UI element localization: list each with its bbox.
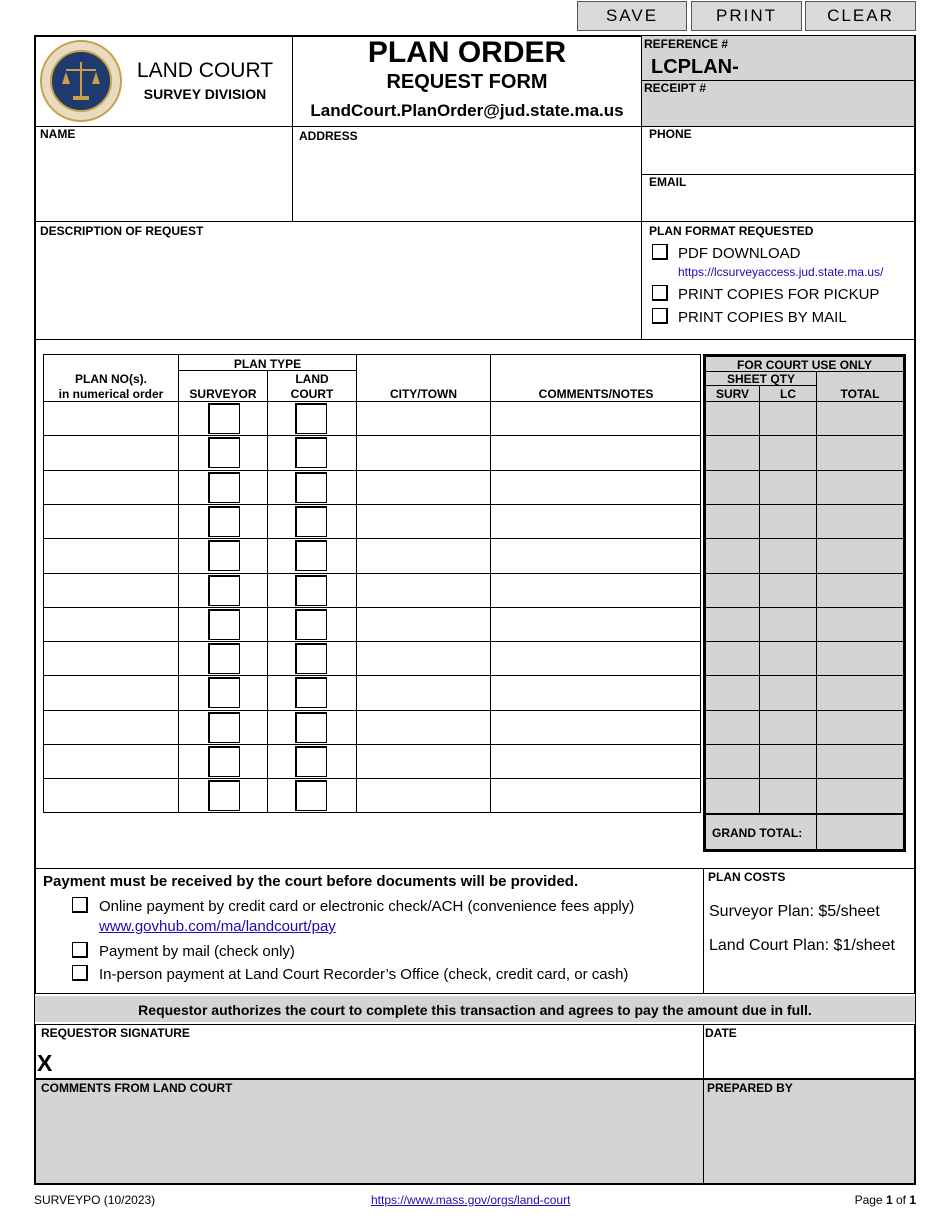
plan-number-cell[interactable]	[44, 642, 178, 675]
lc-header: LC	[780, 387, 796, 401]
comments-cell[interactable]	[491, 676, 701, 710]
comments-cell[interactable]	[491, 745, 701, 778]
receipt-field[interactable]	[642, 81, 914, 126]
land-court-checkbox[interactable]	[295, 643, 327, 674]
city-town-cell[interactable]	[357, 574, 490, 607]
court-use-header: FOR COURT USE ONLY	[737, 358, 872, 372]
land-court-checkbox[interactable]	[295, 403, 327, 434]
page-prefix: Page	[854, 1193, 886, 1207]
page-mid: of	[892, 1193, 910, 1207]
surv-qty-cell[interactable]	[706, 711, 759, 744]
reference-field[interactable]	[642, 36, 914, 81]
page-subtitle: REQUEST FORM	[386, 71, 548, 93]
surveyor-checkbox[interactable]	[208, 609, 240, 640]
land-court-checkbox[interactable]	[295, 677, 327, 708]
plan-number-cell[interactable]	[44, 436, 178, 470]
total-cell[interactable]	[817, 402, 903, 435]
email-field[interactable]	[642, 175, 914, 221]
plan-no-header: PLAN NO(s).	[75, 372, 147, 386]
total-cell[interactable]	[817, 574, 903, 607]
surveyor-cost: Surveyor Plan: $5/sheet	[709, 903, 880, 920]
name-field[interactable]	[35, 127, 292, 221]
surv-header: SURV	[715, 387, 750, 401]
land-court-cost: Land Court Plan: $1/sheet	[709, 937, 895, 954]
surv-qty-cell[interactable]	[706, 779, 759, 813]
surv-qty-cell[interactable]	[706, 676, 759, 710]
surveyor-checkbox[interactable]	[208, 472, 240, 503]
page-title: PLAN ORDER	[367, 36, 567, 69]
comments-cell[interactable]	[491, 779, 701, 813]
lc-qty-cell[interactable]	[760, 471, 816, 504]
city-town-cell[interactable]	[357, 471, 490, 504]
surv-qty-cell[interactable]	[706, 539, 759, 573]
comments-cell[interactable]	[491, 642, 701, 675]
surv-qty-cell[interactable]	[706, 642, 759, 675]
page-current: 1	[885, 1193, 893, 1207]
plan-number-cell[interactable]	[44, 539, 178, 573]
pdf-download-checkbox[interactable]	[652, 244, 668, 260]
pickup-checkbox[interactable]	[652, 285, 668, 301]
signature-label: REQUESTOR SIGNATURE	[41, 1026, 190, 1040]
pdf-download-label: PDF DOWNLOAD	[678, 245, 801, 262]
land-court-checkbox[interactable]	[295, 609, 327, 640]
page-total: 1	[909, 1193, 916, 1207]
land-court-checkbox[interactable]	[295, 506, 327, 537]
total-cell[interactable]	[817, 539, 903, 573]
signature-field[interactable]	[35, 1025, 703, 1079]
surveyor-checkbox[interactable]	[208, 540, 240, 571]
total-cell[interactable]	[817, 505, 903, 538]
plan-number-cell[interactable]	[44, 676, 178, 710]
city-town-cell[interactable]	[357, 505, 490, 538]
land-court-header-1: LAND	[295, 372, 329, 386]
lc-qty-cell[interactable]	[760, 505, 816, 538]
total-cell[interactable]	[817, 711, 903, 744]
comments-cell[interactable]	[491, 574, 701, 607]
email-label: EMAIL	[649, 175, 687, 189]
description-field[interactable]	[35, 222, 641, 339]
lc-qty-cell[interactable]	[760, 402, 816, 435]
land-court-link[interactable]: https://www.mass.gov/orgs/land-court	[371, 1193, 571, 1207]
clear-button[interactable]: CLEAR	[805, 1, 916, 31]
save-button[interactable]: SAVE	[577, 1, 687, 31]
date-label: DATE	[705, 1026, 737, 1040]
plan-number-cell[interactable]	[44, 711, 178, 744]
address-field[interactable]	[293, 127, 641, 221]
surveyor-checkbox[interactable]	[208, 437, 240, 468]
land-court-checkbox[interactable]	[295, 712, 327, 743]
surv-qty-cell[interactable]	[706, 505, 759, 538]
comments-cell[interactable]	[491, 539, 701, 573]
lc-qty-cell[interactable]	[760, 608, 816, 641]
surveyor-checkbox[interactable]	[208, 677, 240, 708]
lc-qty-cell[interactable]	[760, 539, 816, 573]
mail-checkbox[interactable]	[652, 308, 668, 324]
address-label: ADDRESS	[299, 129, 358, 143]
city-town-cell[interactable]	[357, 676, 490, 710]
plan-number-cell[interactable]	[44, 471, 178, 504]
divider	[703, 868, 704, 994]
plan-type-header: PLAN TYPE	[233, 357, 302, 371]
plan-number-cell[interactable]	[44, 574, 178, 607]
mail-payment-checkbox[interactable]	[72, 942, 88, 958]
comments-cell[interactable]	[491, 711, 701, 744]
payment-notice: Payment must be received by the court before documents will be provided.	[43, 873, 579, 890]
land-court-checkbox[interactable]	[295, 472, 327, 503]
print-button[interactable]: PRINT	[691, 1, 802, 31]
city-town-cell[interactable]	[357, 711, 490, 744]
land-court-checkbox[interactable]	[295, 540, 327, 571]
court-name: LAND COURT	[136, 59, 274, 82]
comments-cell[interactable]	[491, 436, 701, 470]
total-cell[interactable]	[817, 642, 903, 675]
surveyor-header: SURVEYOR	[189, 387, 257, 401]
surv-qty-cell[interactable]	[706, 608, 759, 641]
plan-number-cell[interactable]	[44, 402, 178, 435]
surveyor-checkbox[interactable]	[208, 643, 240, 674]
in-person-label: In-person payment at Land Court Recorder’s Office (check, credit card, or cash)	[99, 966, 629, 983]
court-comments-label: COMMENTS FROM LAND COURT	[41, 1081, 233, 1095]
total-cell[interactable]	[817, 471, 903, 504]
signature-mark: X	[37, 1050, 53, 1076]
city-town-cell[interactable]	[357, 642, 490, 675]
phone-label: PHONE	[649, 127, 692, 141]
surveyor-checkbox[interactable]	[208, 403, 240, 434]
pickup-label: PRINT COPIES FOR PICKUP	[678, 286, 880, 303]
surveyor-checkbox[interactable]	[208, 575, 240, 606]
land-court-checkbox[interactable]	[295, 575, 327, 606]
lc-qty-cell[interactable]	[760, 574, 816, 607]
online-payment-label: Online payment by credit card or electronic check/ACH (convenience fees apply)	[99, 898, 635, 915]
lc-qty-cell[interactable]	[760, 711, 816, 744]
grand-total-label: GRAND TOTAL:	[712, 826, 803, 840]
comments-cell[interactable]	[491, 505, 701, 538]
total-cell[interactable]	[817, 608, 903, 641]
name-label: NAME	[40, 127, 76, 141]
city-town-cell[interactable]	[357, 779, 490, 813]
divider	[35, 868, 915, 869]
reference-label: REFERENCE #	[644, 37, 729, 51]
divider	[35, 339, 915, 340]
comments-cell[interactable]	[491, 608, 701, 641]
surveyor-checkbox[interactable]	[208, 780, 240, 811]
surv-qty-cell[interactable]	[706, 745, 759, 778]
grand-total-field[interactable]	[817, 815, 903, 849]
divider	[267, 370, 268, 813]
land-court-checkbox[interactable]	[295, 780, 327, 811]
description-label: DESCRIPTION OF REQUEST	[40, 224, 204, 238]
city-town-cell[interactable]	[357, 608, 490, 641]
land-court-checkbox[interactable]	[295, 746, 327, 777]
city-town-cell[interactable]	[357, 436, 490, 470]
mail-label: PRINT COPIES BY MAIL	[678, 309, 847, 326]
plan-no-subheader: in numerical order	[58, 387, 164, 401]
land-court-header-2: COURT	[290, 387, 334, 401]
lc-qty-cell[interactable]	[760, 642, 816, 675]
court-comments-field[interactable]	[36, 1080, 703, 1183]
surv-qty-cell[interactable]	[706, 574, 759, 607]
plan-number-cell[interactable]	[44, 745, 178, 778]
sheet-qty-header: SHEET QTY	[726, 372, 795, 386]
plan-costs-label: PLAN COSTS	[708, 870, 786, 884]
reference-value: LCPLAN-	[651, 56, 739, 78]
online-payment-checkbox[interactable]	[72, 897, 88, 913]
surveyor-checkbox[interactable]	[208, 746, 240, 777]
court-seal	[40, 40, 122, 122]
plan-number-cell[interactable]	[44, 779, 178, 813]
total-header: TOTAL	[840, 387, 880, 401]
form-id: SURVEYPO (10/2023)	[34, 1193, 156, 1207]
land-court-checkbox[interactable]	[295, 437, 327, 468]
prepared-by-field[interactable]	[704, 1080, 914, 1183]
total-cell[interactable]	[817, 779, 903, 813]
mail-payment-label: Payment by mail (check only)	[99, 943, 295, 960]
total-cell[interactable]	[817, 676, 903, 710]
authorization-text: Requestor authorizes the court to complete this transaction and agrees to pay the amount due in full.	[138, 1002, 812, 1018]
plan-format-label: PLAN FORMAT REQUESTED	[649, 224, 814, 238]
division-name: SURVEY DIVISION	[143, 86, 267, 102]
total-cell[interactable]	[817, 436, 903, 470]
page-number	[800, 1193, 916, 1207]
lc-qty-cell[interactable]	[760, 745, 816, 778]
surveyor-checkbox[interactable]	[208, 506, 240, 537]
city-town-cell[interactable]	[357, 402, 490, 435]
surv-qty-cell[interactable]	[706, 402, 759, 435]
surveyor-checkbox[interactable]	[208, 712, 240, 743]
govhub-link[interactable]: www.govhub.com/ma/landcourt/pay	[99, 918, 336, 935]
comments-cell[interactable]	[491, 402, 701, 435]
authorization-bar	[35, 994, 915, 1024]
lc-qty-cell[interactable]	[760, 436, 816, 470]
surv-qty-cell[interactable]	[706, 471, 759, 504]
lc-qty-cell[interactable]	[760, 779, 816, 813]
lc-qty-cell[interactable]	[760, 676, 816, 710]
order-email: LandCourt.PlanOrder@jud.state.ma.us	[310, 101, 624, 120]
phone-field[interactable]	[642, 127, 914, 174]
city-town-header: CITY/TOWN	[389, 387, 458, 401]
survey-access-link[interactable]: https://lcsurveyaccess.jud.state.ma.us/	[678, 265, 884, 279]
comments-header: COMMENTS/NOTES	[538, 387, 654, 401]
city-town-cell[interactable]	[357, 745, 490, 778]
comments-cell[interactable]	[491, 471, 701, 504]
in-person-checkbox[interactable]	[72, 965, 88, 981]
prepared-by-label: PREPARED BY	[707, 1081, 793, 1095]
total-cell[interactable]	[817, 745, 903, 778]
plan-number-cell[interactable]	[44, 505, 178, 538]
receipt-label: RECEIPT #	[644, 81, 707, 95]
surv-qty-cell[interactable]	[706, 436, 759, 470]
city-town-cell[interactable]	[357, 539, 490, 573]
plan-number-cell[interactable]	[44, 608, 178, 641]
date-field[interactable]	[704, 1025, 914, 1079]
